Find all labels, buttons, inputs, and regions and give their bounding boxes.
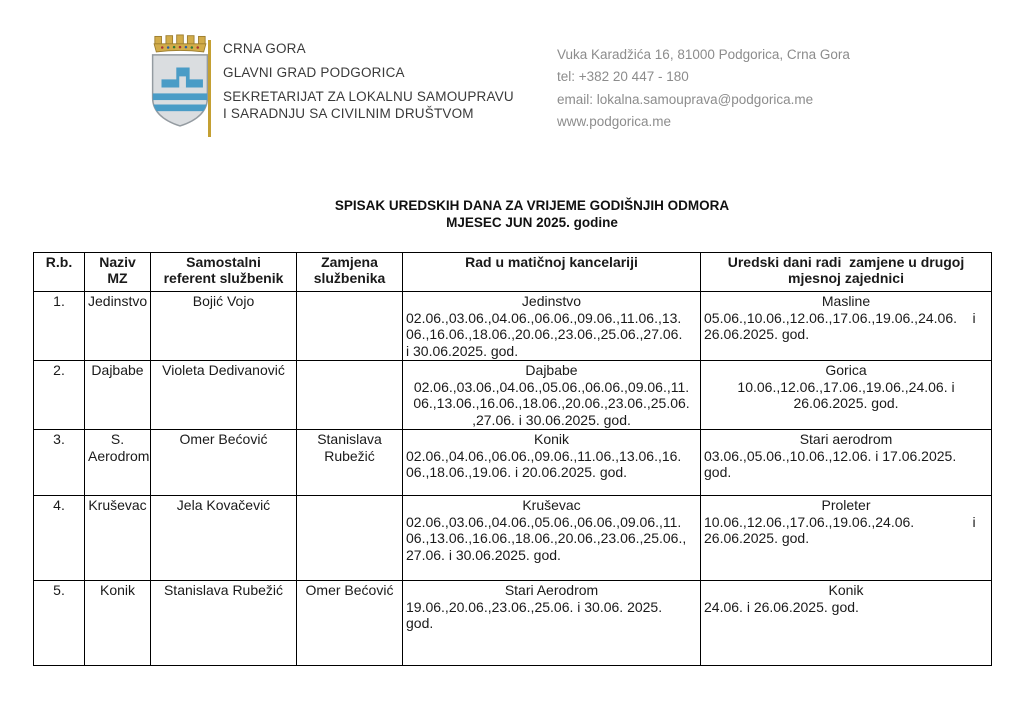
dates-line: 26.06.2025. god.	[793, 395, 899, 411]
referent-cell: Bojić Vojo	[151, 292, 297, 361]
zamjena-cell	[297, 292, 403, 361]
org-city: GLAVNI GRAD PODGORICA	[223, 65, 405, 80]
place-name: Proleter	[821, 497, 871, 513]
dates-line: 06.,16.06.,18.06.,20.06.,23.06.,25.06.,27.06.	[406, 326, 683, 342]
rad-maticna-cell	[403, 496, 701, 581]
dates-list	[704, 514, 988, 547]
uredski-dani-cell	[701, 581, 992, 666]
dates-list	[406, 599, 697, 632]
table-row	[34, 292, 992, 361]
header-label: Naziv	[99, 254, 136, 270]
uredski-dani-cell	[701, 496, 992, 581]
contact-phone: tel: +382 20 447 - 180	[557, 69, 689, 85]
dates-line: 26.06.2025. god.	[704, 326, 810, 342]
referent-cell: Jela Kovačević	[151, 496, 297, 581]
referent-cell: Omer Bećović	[151, 430, 297, 496]
table-row	[34, 581, 992, 666]
dates-line: god.	[406, 615, 434, 631]
header-label: Rad u matičnoj kancelariji	[465, 254, 638, 270]
dates-list	[704, 599, 988, 616]
table-row	[34, 496, 992, 581]
document-title-line1: SPISAK UREDSKIH DANA ZA VRIJEME GODIŠNJIH ODMORA	[334, 198, 730, 213]
dates-line: 02.06.,03.06.,04.06.,06.06.,09.06.,11.06.,13.	[406, 309, 682, 326]
rad-maticna-cell	[403, 361, 701, 430]
dates-line: 10.06.,12.06.,17.06.,19.06.,24.06. i	[737, 378, 955, 395]
col-header-zamjena	[297, 253, 403, 292]
place-name: Konik	[828, 582, 864, 598]
dates-line: 05.06.,10.06.,12.06.,17.06.,19.06.,24.06. i	[704, 309, 976, 326]
col-header-rb	[34, 253, 85, 292]
place-name: Gorica	[825, 362, 867, 378]
place-name: Dajbabe	[525, 362, 578, 378]
col-header-rad-maticna	[403, 253, 701, 292]
contact-website: www.podgorica.me	[557, 114, 672, 130]
dates-list	[406, 448, 697, 481]
dates-list	[406, 310, 697, 360]
naziv-mz-cell: S. Aerodrom	[85, 430, 151, 496]
dates-line: 10.06.,12.06.,17.06.,19.06.,24.06. i	[704, 513, 976, 530]
zamjena-cell: Omer Bećović	[297, 581, 403, 666]
table-row	[34, 430, 992, 496]
col-header-referent	[151, 253, 297, 292]
place-name: Jedinstvo	[521, 293, 582, 309]
referent-cell: Stanislava Rubežić	[151, 581, 297, 666]
uredski-dani-cell	[701, 430, 992, 496]
dates-line: i 30.06.2025. god.	[406, 342, 519, 359]
header-label: mjesnoj zajednici	[788, 270, 904, 286]
org-secretariat-line1: SEKRETARIJAT ZA LOKALNU SAMOUPRAVU	[223, 89, 514, 104]
dates-line: 02.06.,04.06.,06.06.,09.06.,11.06.,13.06.,16.	[406, 447, 682, 464]
header-label: Uredski dani radi zamjene u drugoj	[727, 254, 965, 270]
naziv-mz-cell: Kruševac	[85, 496, 151, 581]
dates-line: 06.,13.06.,16.06.,18.06.,20.06.,23.06.,25.06.	[413, 395, 690, 411]
rb-cell: 4.	[34, 496, 85, 581]
place-name: Masline	[821, 293, 871, 309]
org-secretariat-line2: I SARADNJU SA CIVILNIM DRUŠTVOM	[223, 106, 474, 121]
schedule-table	[33, 252, 992, 666]
dates-line: 02.06.,03.06.,04.06.,05.06.,06.06.,09.06.,11.	[406, 513, 682, 530]
referent-cell: Violeta Dedivanović	[151, 361, 297, 430]
header-label: R.b.	[45, 254, 73, 270]
header-row	[34, 253, 992, 292]
dates-line: ,27.06. i 30.06.2025. god.	[472, 411, 631, 428]
zamjena-cell	[297, 496, 403, 581]
naziv-mz-cell: Konik	[85, 581, 151, 666]
dates-list	[704, 310, 988, 343]
place-name: Stari Aerodrom	[504, 582, 599, 598]
dates-line: 27.06. i 30.06.2025. god.	[406, 546, 561, 563]
coat-of-arms-svg	[143, 34, 217, 138]
zamjena-cell: Stanislava Rubežić	[297, 430, 403, 496]
rb-cell: 1.	[34, 292, 85, 361]
dates-list	[704, 379, 988, 412]
place-name: Konik	[533, 431, 570, 447]
col-header-naziv-mz	[85, 253, 151, 292]
rb-cell: 5.	[34, 581, 85, 666]
dates-line: 24.06. i 26.06.2025. god.	[704, 598, 859, 615]
rad-maticna-cell	[403, 581, 701, 666]
dates-line: 19.06.,20.06.,23.06.,25.06. i 30.06. 2025.	[406, 598, 663, 615]
table-header	[34, 253, 992, 292]
dates-line: 02.06.,03.06.,04.06.,05.06.,06.06.,09.06.,11.	[413, 378, 690, 395]
table-row	[34, 361, 992, 430]
document-title	[40, 197, 1024, 231]
dates-list	[406, 379, 697, 429]
contact-email: email: lokalna.samouprava@podgorica.me	[557, 91, 814, 107]
rb-cell: 2.	[34, 361, 85, 430]
contact-address: Vuka Karadžića 16, 81000 Podgorica, Crna Gora	[557, 47, 850, 62]
gold-separator-line	[208, 40, 211, 137]
rad-maticna-cell	[403, 292, 701, 361]
rb-cell: 3.	[34, 430, 85, 496]
document-title-line2: MJESEC JUN 2025. godine	[446, 215, 618, 230]
header-label: referent službenik	[163, 270, 284, 286]
contact-block	[557, 44, 850, 134]
dates-line: 03.06.,05.06.,10.06.,12.06. i 17.06.2025.	[704, 447, 957, 464]
header-label: Samostalni	[186, 254, 261, 270]
organization-block	[223, 41, 514, 121]
naziv-mz-cell: Dajbabe	[85, 361, 151, 430]
col-header-uredski-dani	[701, 253, 992, 292]
dates-line: god.	[704, 464, 732, 480]
header-label: MZ	[107, 270, 128, 286]
table-body	[34, 292, 992, 666]
dates-line: 06.,18.06.,19.06. i 20.06.2025. god.	[406, 464, 628, 480]
uredski-dani-cell	[701, 361, 992, 430]
place-name: Kruševac	[522, 497, 581, 513]
header-label: Zamjena	[321, 254, 378, 270]
crown-shape	[154, 35, 206, 52]
zamjena-cell	[297, 361, 403, 430]
dates-line: 26.06.2025. god.	[704, 530, 810, 546]
header-label: službenika	[313, 270, 386, 286]
uredski-dani-cell	[701, 292, 992, 361]
naziv-mz-cell: Jedinstvo	[85, 292, 151, 361]
shield-shape	[153, 55, 208, 126]
org-country: CRNA GORA	[223, 41, 306, 56]
rad-maticna-cell	[403, 430, 701, 496]
dates-list	[704, 448, 988, 481]
coat-of-arms-icon	[143, 34, 217, 143]
dates-list	[406, 514, 697, 564]
place-name: Stari aerodrom	[799, 431, 893, 447]
dates-line: 06.,13.06.,16.06.,18.06.,20.06.,23.06.,25.06.,	[406, 530, 687, 546]
